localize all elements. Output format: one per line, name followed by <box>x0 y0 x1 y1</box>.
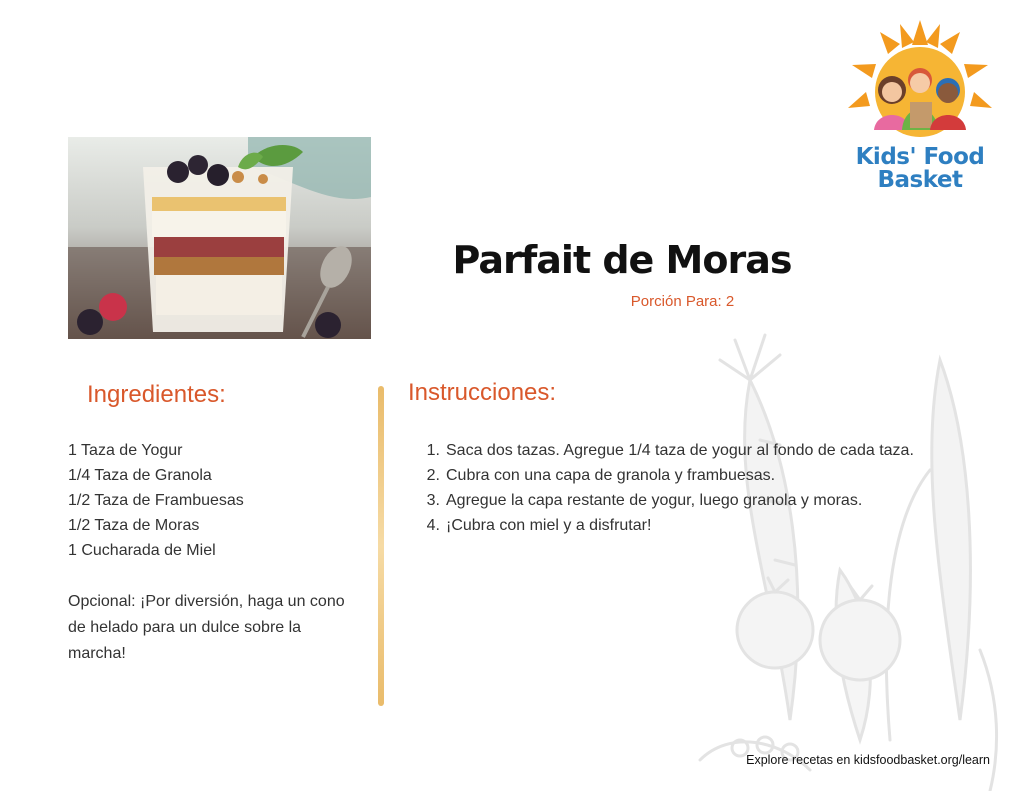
step-text: ¡Cubra con miel y a disfrutar! <box>446 517 652 534</box>
optional-note: Opcional: ¡Por diversión, haga un cono de helado para un dulce sobre la marcha! <box>68 593 345 662</box>
ingredient-item: 1 Taza de Yogur <box>68 442 183 459</box>
instruction-step <box>418 513 914 538</box>
logo-text-line1: Kids' Food <box>855 144 985 170</box>
logo-text-line2: Basket <box>877 167 963 193</box>
ingredient-item: 1/2 Taza de Moras <box>68 517 200 534</box>
footer-link-text: Explore recetas en kidsfoodbasket.org/learn <box>746 753 990 767</box>
ingredients-list <box>68 438 244 563</box>
step-text: Saca dos tazas. Agregue 1/4 taza de yogur al fondo de cada taza. <box>446 442 914 459</box>
instruction-step <box>418 488 914 513</box>
ingredient-item: 1/4 Taza de Granola <box>68 467 212 484</box>
instructions-list <box>418 438 914 538</box>
parfait-photo <box>68 137 371 339</box>
section-divider <box>378 386 384 706</box>
step-number: 4. <box>426 517 440 534</box>
ingredient-item: 1 Cucharada de Miel <box>68 542 216 559</box>
kids-food-basket-logo <box>840 20 1000 200</box>
instruction-step <box>418 438 914 463</box>
ingredients-heading: Ingredientes: <box>87 381 226 408</box>
step-number: 1. <box>426 442 440 459</box>
recipe-title: Parfait de Moras <box>452 238 792 282</box>
ingredient-item: 1/2 Taza de Frambuesas <box>68 492 244 509</box>
step-text: Agregue la capa restante de yogur, luego granola y moras. <box>446 492 863 509</box>
vegetable-background-illustration <box>640 320 1024 791</box>
step-number: 2. <box>426 467 440 484</box>
sun-logo-icon <box>840 20 1000 150</box>
servings-label: Porción Para: 2 <box>630 293 735 310</box>
instructions-heading: Instrucciones: <box>408 379 557 406</box>
instruction-step <box>418 463 914 488</box>
step-number: 3. <box>426 492 440 509</box>
step-text: Cubra con una capa de granola y frambuesas. <box>446 467 776 484</box>
